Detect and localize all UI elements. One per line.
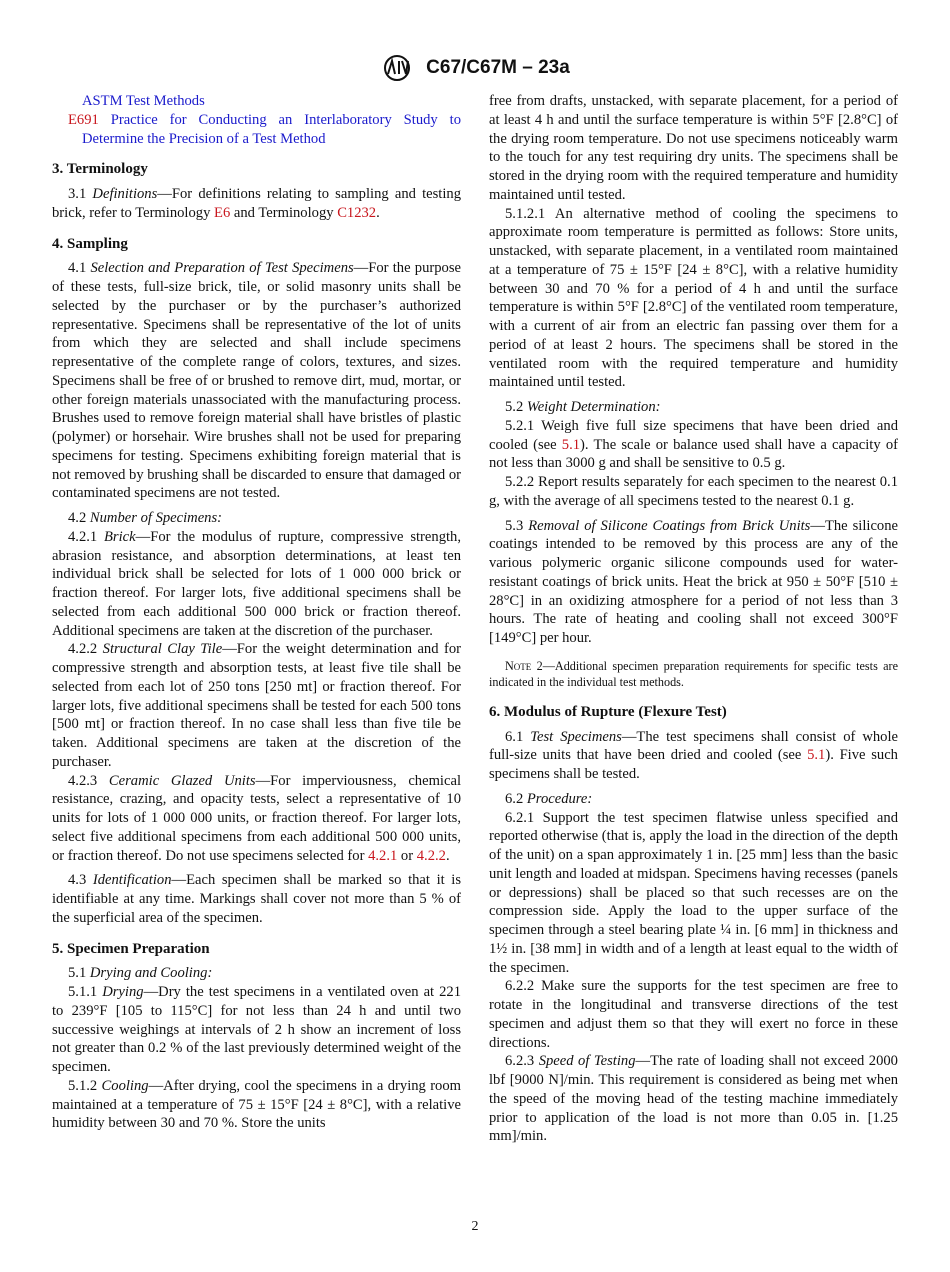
paragraph — [489, 473, 898, 511]
italic-caption: Drying — [102, 984, 144, 1000]
paragraph — [52, 528, 461, 641]
text-run: 5.1 — [68, 965, 90, 982]
text-run: 6.2.1 Support the test specimen flatwise unless specified and reported otherwise (that is, apply the load in the direction of the depth of the unit) on a span approximately 1 in. [25 mm] less than the basic unit length and loaded at midspan. Specimens having recesses (panels or depressions) shall be placed so that such recesses are on the compression side. Apply the load to the upper surface of the specimen through a steel bearing plate ¼ in. [6 mm] in thickness and 1½ in. [38 mm] in width and of a length at least equal to the width of the specimen. — [489, 809, 898, 976]
italic-caption: Test Specimens — [530, 728, 622, 745]
text-run: —The rate of loading shall not exceed 2000 lbf [9000 N]/min. This requirement is considered as being met when the speed of the moving head of the testing machine immediately prior to application of the load is not more than 0.05 in. [1.25 mm]/min. — [489, 1053, 898, 1145]
paragraph — [52, 983, 461, 1077]
text-run: . — [376, 204, 380, 221]
paragraph — [489, 728, 898, 784]
text-run: 4.3 — [68, 872, 93, 889]
reference-link[interactable]: E691 — [68, 111, 99, 128]
text-run: —For the modulus of rupture, compressive strength, abrasion resistance, and absorption determinations, at least ten individual brick shall be selected for lots of 1 000 000 brick or fraction thereof. For larger lots, five additional specimens shall be selected from each additional 500 000 brick or fraction thereof. Additional specimens are taken at the discretion of the purchaser. — [52, 528, 461, 639]
reference-link[interactable]: 4.2.2 — [416, 847, 446, 864]
text-run: 2—Additional specimen preparation requirements for specific tests are indicated in the individual test methods. — [489, 658, 898, 690]
paragraph — [52, 185, 461, 223]
italic-caption: Speed of Testing — [538, 1053, 636, 1070]
italic-caption: Ceramic Glazed Units — [108, 772, 256, 789]
text-run: 3.1 — [68, 186, 93, 202]
text-run: 4.2.3 — [68, 772, 109, 789]
italic-caption: Brick — [104, 528, 136, 545]
text-run: 5. Specimen Preparation — [52, 940, 210, 957]
text-run: 5.2.1 Weigh five full size specimens that have been dried and cooled (see — [489, 417, 898, 453]
text-run: 4.2.2 — [68, 641, 103, 658]
text-run: . — [445, 847, 450, 864]
reference-link[interactable]: C1232 — [337, 204, 377, 221]
paragraph — [52, 259, 461, 503]
italic-caption: Drying and Cooling: — [89, 965, 213, 982]
italic-caption: Identification — [92, 872, 172, 889]
reference-item — [52, 111, 461, 149]
paragraph — [489, 1052, 898, 1146]
text-run: 3. Terminology — [52, 161, 148, 178]
paragraph — [489, 398, 898, 417]
text-run: —After drying, cool the specimens in a drying room maintained at a temperature of 75 ± 15°F [24 ± 8°C], with a relative humidity between 30 and 70 %. Store the units — [52, 1077, 461, 1132]
paragraph — [489, 517, 898, 648]
text-run: —For the weight determination and for compressive strength and absorption tests, at least five tile shall be selected from each lot of 250 tons [250 mt] or fraction thereof. For larger lots, five additional specimens shall be tested for each 500 tons [500 mt] or fraction thereof. In no case shall less than five tile be taken. Additional specimens are taken at the discretion of the purchaser. — [52, 641, 461, 770]
italic-caption: Structural Clay Tile — [102, 641, 223, 658]
text-run: 5.1.2.1 An alternative method of cooling the specimens to approximate room temperature is permitted as follows: Store units, unstacked, with separate placement, in a ventilated room maintained at a temperature of 75 ± 15°F [24 ± 8°C], with a relative humidity between 30 and 70 % for a period of 4 h and until the surface temperature is within 5°F [2.8°C] of the ventilated room temperature, with a current of air from an electric fan passing over them for a period of at least 2 hours. The specimens shall be stored in the ventilated room with the required temperature and humidity maintained until tested. — [489, 205, 898, 391]
page-number: 2 — [471, 1219, 479, 1234]
text-run: —For definitions relating to sampling and testing brick, refer to Terminology — [52, 186, 462, 221]
reference-link[interactable]: 5.1 — [561, 436, 581, 453]
italic-caption: Definitions — [92, 186, 158, 202]
section-heading — [52, 940, 461, 959]
text-run: 5.1.1 — [68, 984, 103, 1000]
text-run: 4. Sampling — [52, 235, 128, 252]
reference-link[interactable]: ASTM Test Methods — [82, 93, 205, 109]
text-run: free from drafts, unstacked, with separate placement, for a period of at least 4 h and until the surface temperature is within 5°F [2.8°C] of the drying room temperature. Do not use specimens noticeably warm to the touch for any test requiring dry units. The specimens shall be stored in the drying room with the required temperature and humidity maintained until tested. — [489, 93, 898, 203]
reference-heading — [52, 92, 461, 111]
italic-caption: Cooling — [101, 1077, 149, 1094]
text-run: or — [397, 847, 417, 864]
document-designation: C67/C67M – 23a — [426, 57, 570, 78]
text-run: 6.2 — [505, 790, 527, 807]
text-run: Note — [505, 658, 532, 673]
text-run: —For the purpose of these tests, full-size brick, tile, or solid masonry units shall be selected by the purchaser or by the purchaser’s authorized representative. Specimens shall be representative of the lot of units from which they are selected and shall include specimens representative of the complete range of colors, textures, and sizes. Specimens shall be free of or brushed to remove dirt, mud, mortar, or other foreign materials unassociated with the manufacturing process. Brushes used to remove foreign material shall have bristles of plastic (polymer) or horsehair. Wire brushes shall not be used for preparing specimens for testing. Specimens exhibiting foreign material that is not removed by brushing shall be discarded to ensure that damaged or contaminated specimens are not tested. — [52, 260, 462, 502]
paragraph — [52, 964, 461, 983]
italic-caption: Selection and Preparation of Test Specimens — [90, 260, 354, 277]
italic-caption: Procedure: — [526, 790, 593, 807]
text-run: 4.2 — [68, 510, 90, 526]
text-run: —For imperviousness, chemical resistance, crazing, and opacity tests, select a representative of 10 units for lots of 1 000 000 units, or fraction thereof. For larger lots, select five additional specimens from each additional 500 000 units, or fraction thereof. Do not use specimens selected for — [52, 772, 461, 864]
text-run: —The silicone coatings intended to be removed by this process are any of the various polymeric organic silicone compounds used for water-resistant coatings of brick units. Heat the brick at 950 ± 50°F [510 ± 28°C] in an oxidizing atmosphere for a period of not less than 3 hours. The rate of heating and cooling shall not exceed 300°F [149°C] per hour. — [489, 517, 898, 646]
section-heading — [52, 235, 461, 254]
paragraph — [489, 92, 898, 205]
paragraph — [52, 1077, 461, 1133]
right-column — [489, 92, 898, 1146]
paragraph — [52, 772, 461, 866]
text-run: 5.1.2 — [68, 1077, 102, 1094]
paragraph — [489, 790, 898, 809]
text-run: 5.2 — [505, 399, 527, 415]
section-heading — [489, 703, 898, 722]
text-run: ). Five such specimens shall be tested. — [489, 747, 898, 782]
paragraph — [489, 417, 898, 473]
text-run: —The test specimens shall consist of whole full-size units that have been dried and cooled (see — [489, 728, 899, 764]
text-run: —Dry the test specimens in a ventilated oven at 221 to 239°F [105 to 115°C] for not less than 24 h and until two successive weighings at intervals of 2 h show an increment of loss not greater than 0.2 % of the last previously determined weight of the specimen. — [52, 984, 461, 1075]
reference-link[interactable]: E6 — [214, 204, 231, 221]
text-run: ). The scale or balance used shall have a capacity of not less than 3000 g and shall be sensitive to 0.5 g. — [489, 436, 898, 472]
paragraph — [489, 809, 898, 978]
text-run: and Terminology — [230, 204, 338, 221]
paragraph — [489, 205, 898, 393]
paragraph — [52, 640, 461, 771]
text-run: 6.2.3 — [505, 1053, 539, 1070]
text-run: —Each specimen shall be marked so that it is identifiable at any time. Markings shall cover not more than 5 % of the superficial area of the specimen. — [52, 872, 462, 926]
section-heading — [52, 160, 461, 179]
text-run: 5.3 — [505, 517, 529, 534]
paragraph — [52, 509, 461, 528]
text-run: 6. Modulus of Rupture (Flexure Test) — [489, 703, 727, 720]
page-header — [0, 54, 950, 82]
italic-caption: Number of Specimens: — [89, 510, 223, 526]
italic-caption: Weight Determination: — [526, 399, 661, 415]
reference-link[interactable]: 5.1 — [807, 747, 826, 764]
reference-link[interactable]: Practice for Conducting an Interlaboratory Study to Determine the Precision of a Test Method — [82, 111, 461, 147]
note — [489, 658, 898, 691]
text-run: 4.2.1 — [68, 528, 104, 545]
text-run: 6.2.2 Make sure the supports for the test specimen are free to rotate in the longitudinal and transverse directions of the test specimen and adjust them so that they will exert no force in these directions. — [489, 978, 898, 1051]
text-run: 5.2.2 Report results separately for each specimen to the nearest 0.1 g, with the average of all specimens tested to the nearest 0.1 g. — [489, 474, 898, 509]
text-run: 4.1 — [68, 260, 91, 277]
left-column — [52, 92, 461, 1133]
reference-link[interactable]: 4.2.1 — [368, 847, 398, 864]
text-run: 6.1 — [505, 728, 531, 745]
paragraph — [489, 977, 898, 1052]
italic-caption: Removal of Silicone Coatings from Brick Units — [528, 517, 811, 534]
paragraph — [52, 871, 461, 927]
astm-logo-icon — [380, 54, 414, 82]
